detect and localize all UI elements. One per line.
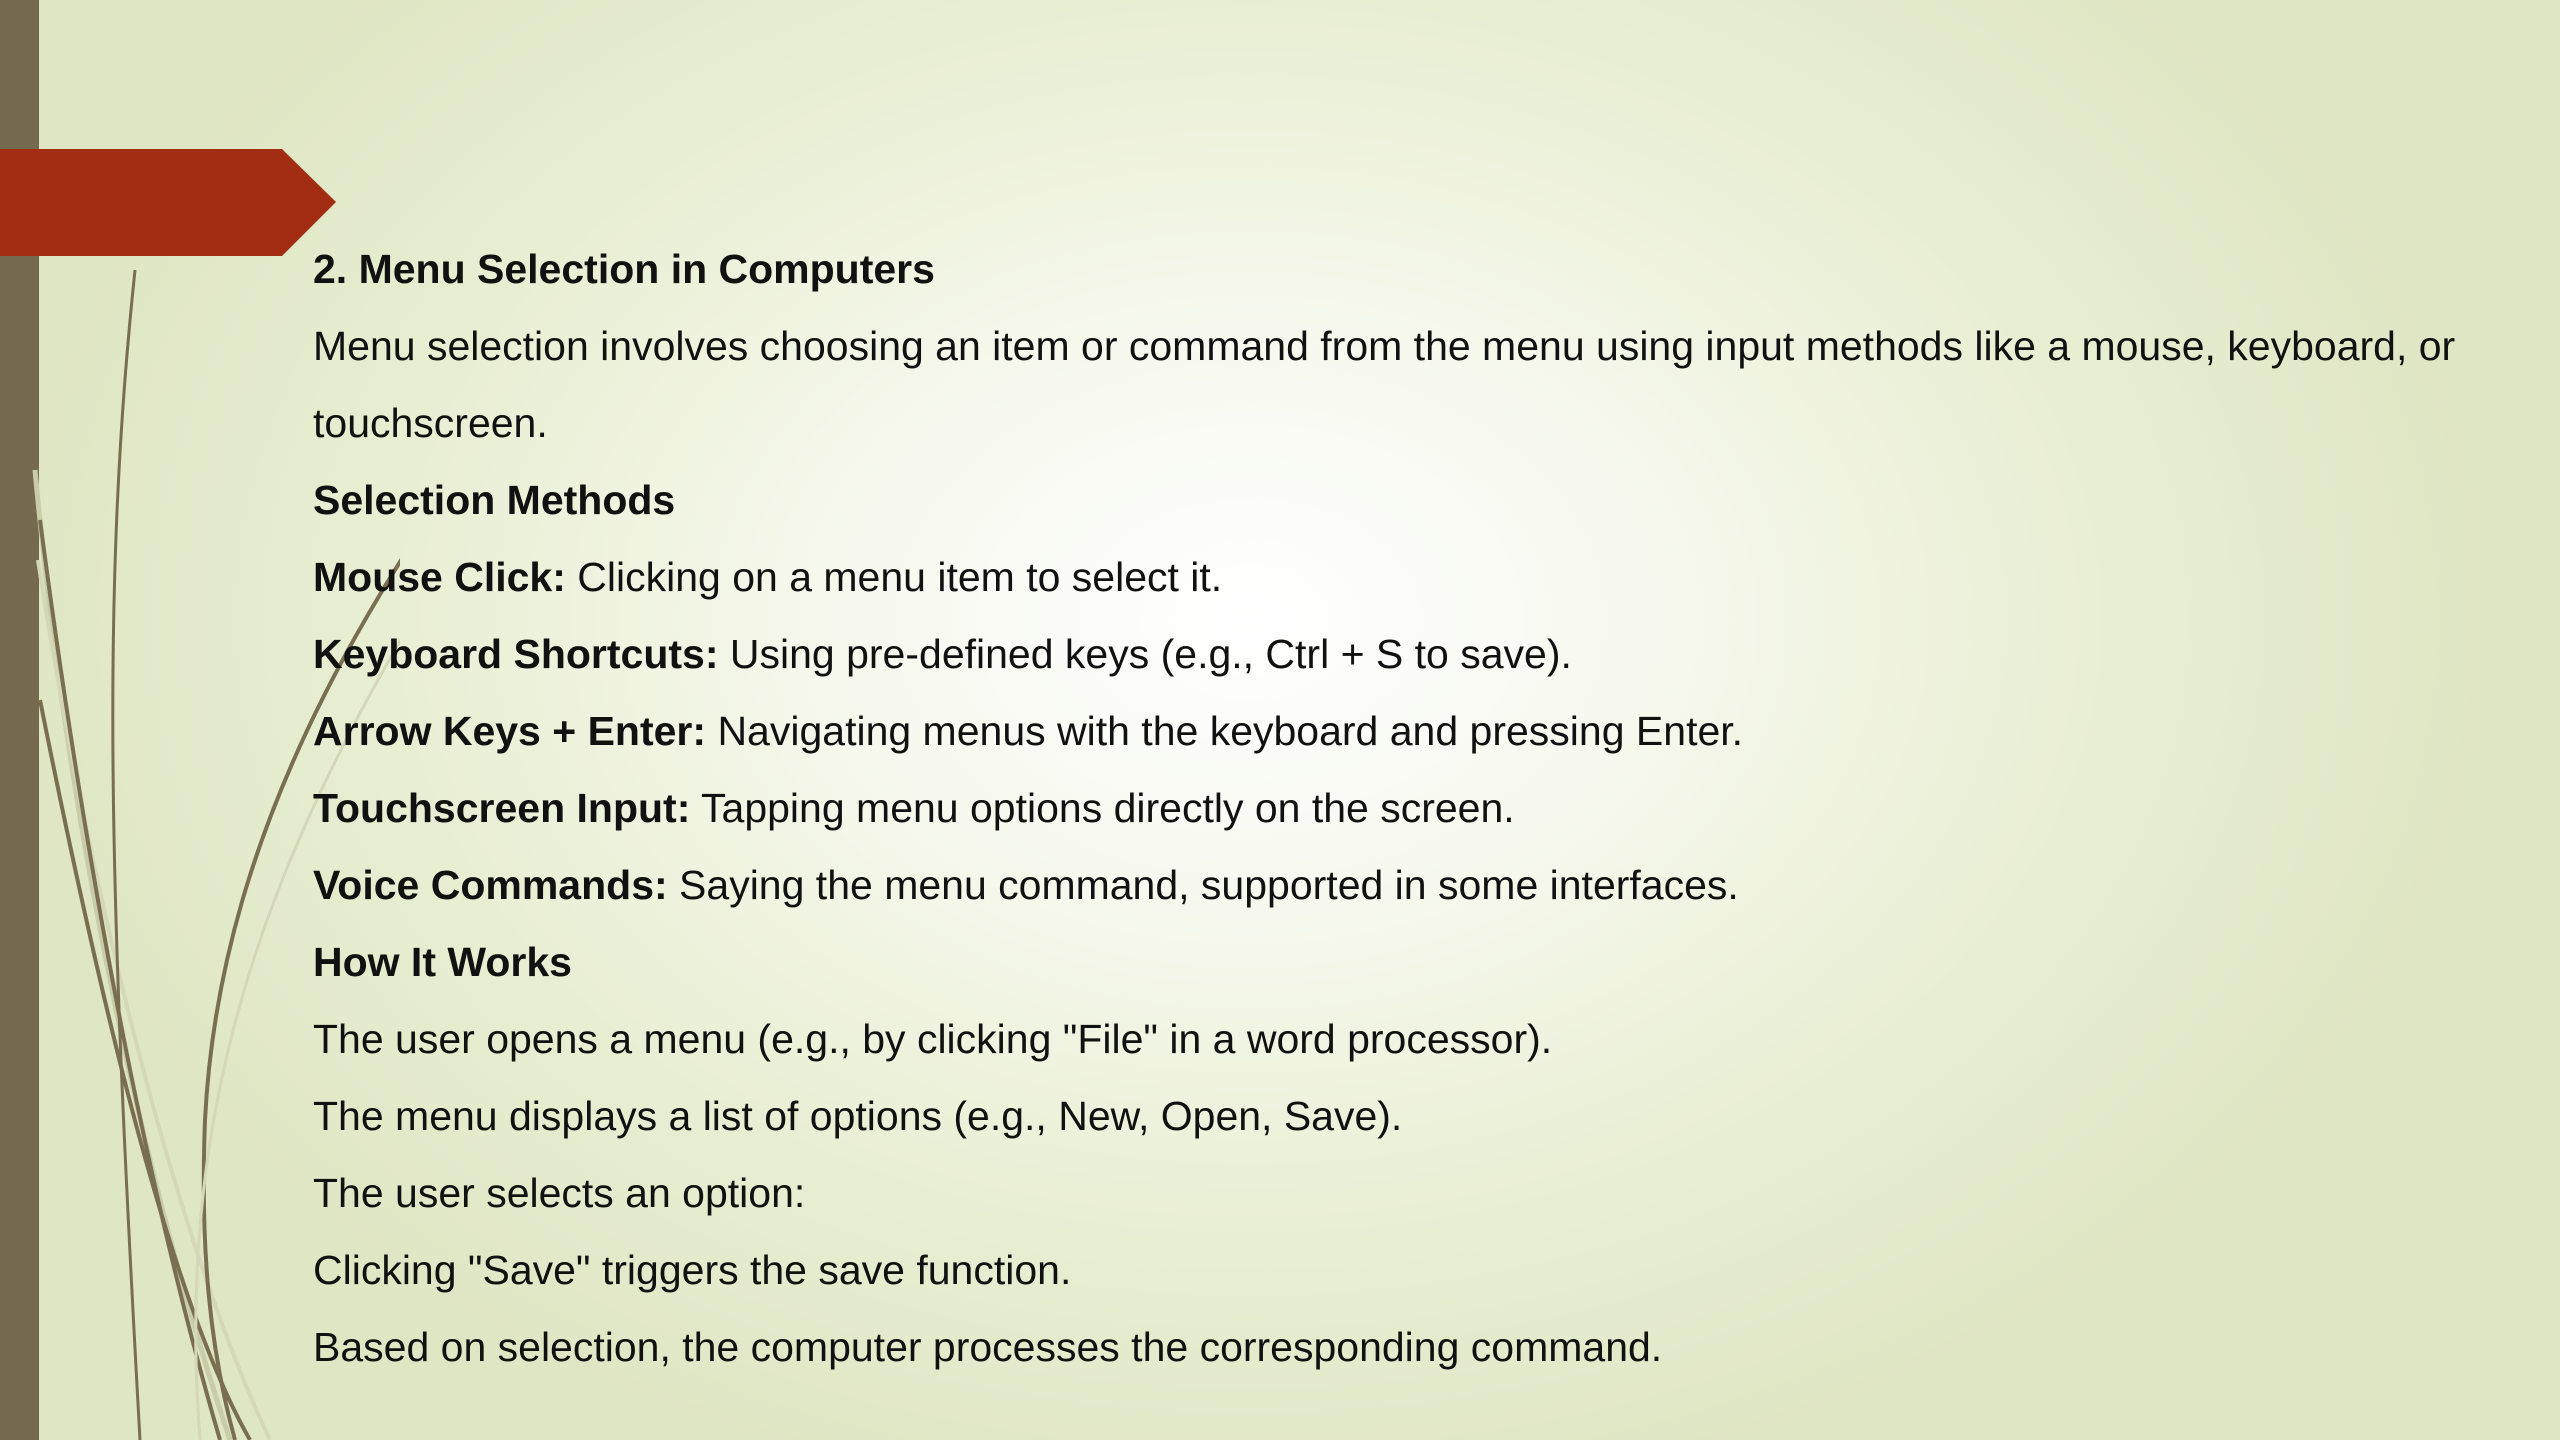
method-description: Using pre-defined keys (e.g., Ctrl + S to save). [718,631,1572,677]
step-item: Clicking "Save" triggers the save function. [313,1247,1072,1293]
method-description: Clicking on a menu item to select it. [565,554,1223,600]
method-description: Saying the menu command, supported in some interfaces. [667,862,1739,908]
slide-content [313,243,2543,1398]
step-item: The menu displays a list of options (e.g., New, Open, Save). [313,1093,1403,1139]
method-item [313,782,2543,859]
method-item [313,705,2543,782]
method-term: Keyboard Shortcuts: [313,631,719,677]
title-banner [0,149,336,256]
method-term: Arrow Keys + Enter: [313,708,707,754]
intro-text-line-2: touchscreen. [313,400,548,446]
method-description: Navigating menus with the keyboard and pressing Enter. [706,708,1744,754]
method-term: Mouse Click: [313,554,566,600]
method-description: Tapping menu options directly on the screen. [690,785,1515,831]
step-item: The user opens a menu (e.g., by clicking "File" in a word processor). [313,1016,1553,1062]
method-item [313,628,2543,705]
step-item: Based on selection, the computer processes the corresponding command. [313,1324,1663,1370]
method-term: Voice Commands: [313,862,668,908]
method-item [313,551,2543,628]
method-item [313,859,2543,936]
step-item: The user selects an option: [313,1170,806,1216]
intro-text-line-1: Menu selection involves choosing an item or command from the menu using input methods like a mouse, keyboard, or [313,323,2456,369]
slide-heading: 2. Menu Selection in Computers [313,246,935,292]
method-term: Touchscreen Input: [313,785,691,831]
how-it-works-heading: How It Works [313,939,572,985]
selection-methods-heading: Selection Methods [313,477,676,523]
